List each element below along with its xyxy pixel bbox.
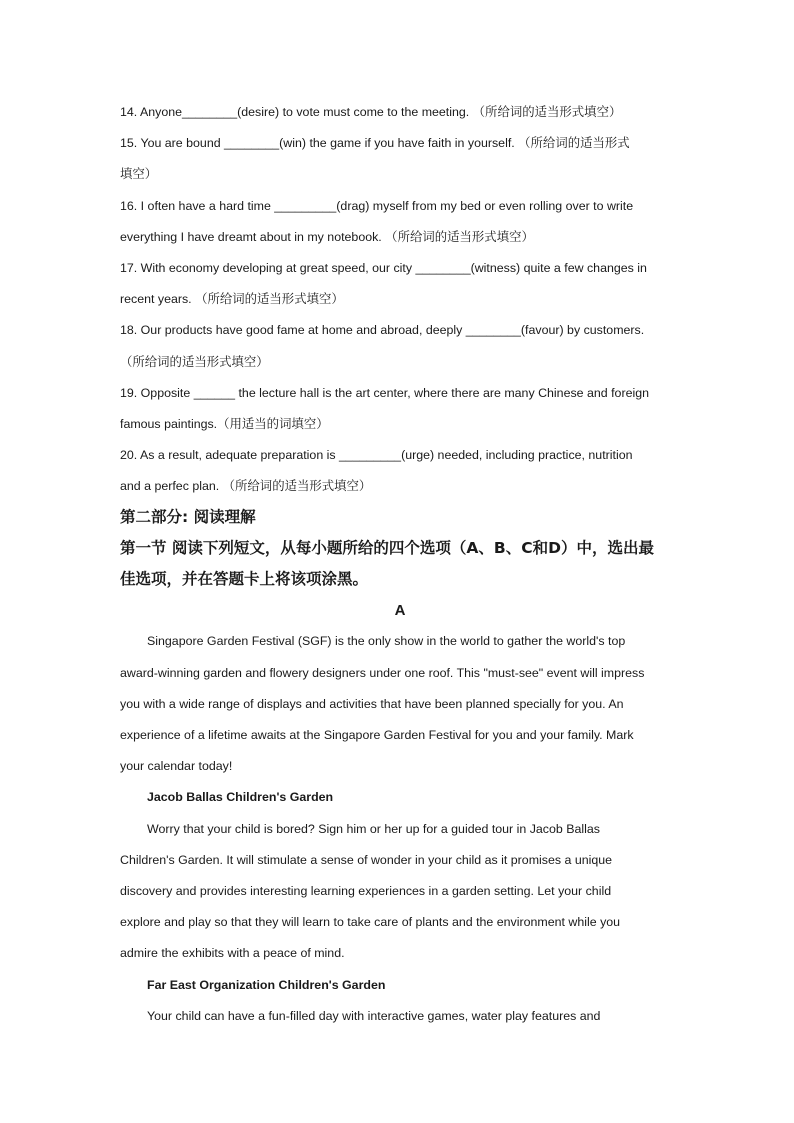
question-15-line: 15. You are bound ________(win) the game if you have faith in yourself. （所给词的适当形式 xyxy=(120,136,630,151)
passage-line: experience of a lifetime awaits at the Singapore Garden Festival for you and your family. Mark xyxy=(120,728,634,742)
passage-line: Children's Garden. It will stimulate a sense of wonder in your child as it promises a unique xyxy=(120,852,613,867)
question-19-line: 19. Opposite ______ the lecture hall is the art center, where there are many Chinese and foreign xyxy=(120,385,649,400)
passage-line: discovery and provides interesting learning experiences in a garden setting. Let your child xyxy=(120,883,612,898)
question-17-line: 17. With economy developing at great speed, our city ________(witness) quite a few changes in xyxy=(120,260,647,275)
passage-line: Singapore Garden Festival (SGF) is the only show in the world to gather the world's top xyxy=(147,634,626,649)
question-16-line-cont: everything I have dreamt about in my notebook. （所给词的适当形式填空） xyxy=(120,229,534,244)
passage-subheading-far-east: Far East Organization Children's Garden xyxy=(147,977,386,992)
question-17-line-cont: recent years. （所给词的适当形式填空） xyxy=(120,292,344,307)
passage-line: you with a wide range of displays and activities that have been planned specially for you. An xyxy=(120,696,624,711)
question-15-line-cont: 填空） xyxy=(120,167,158,182)
section-title-cont: 佳选项，并在答题卡上将该项涂黑。 xyxy=(120,570,369,589)
question-20-line-cont: and a perfec plan. （所给词的适当形式填空） xyxy=(120,479,372,494)
part-title: 第二部分: 阅读理解 xyxy=(120,508,256,527)
passage-letter: A xyxy=(394,602,406,620)
question-20-line: 20. As a result, adequate preparation is _________(urge) needed, including practice, nutrition xyxy=(120,448,633,463)
passage-line: Your child can have a fun-filled day with interactive games, water play features and xyxy=(147,1008,601,1023)
question-16-line: 16. I often have a hard time _________(drag) myself from my bed or even rolling over to write xyxy=(120,198,634,213)
passage-line: explore and play so that they will learn to take care of plants and the environment while you xyxy=(120,915,621,930)
passage-line: your calendar today! xyxy=(120,759,233,774)
question-18-line: 18. Our products have good fame at home and abroad, deeply ________(favour) by customers. xyxy=(120,323,645,338)
passage-line: award-winning garden and flowery designers under one roof. This "must-see" event will impress xyxy=(120,665,645,680)
question-14-line: 14. Anyone________(desire) to vote must come to the meeting. （所给词的适当形式填空） xyxy=(120,105,622,119)
question-19-line-cont: famous paintings.（用适当的词填空） xyxy=(120,416,329,431)
question-18-line-cont: （所给词的适当形式填空） xyxy=(120,354,269,369)
passage-line: admire the exhibits with a peace of mind. xyxy=(120,946,345,961)
passage-subheading-jacob-ballas: Jacob Ballas Children's Garden xyxy=(147,790,334,805)
section-title: 第一节 阅读下列短文，从每小题所给的四个选项（A、B、C和D）中，选出最 xyxy=(120,539,654,558)
passage-line: Worry that your child is bored? Sign him or her up for a guided tour in Jacob Ballas xyxy=(147,821,600,836)
document-page xyxy=(120,97,680,1032)
